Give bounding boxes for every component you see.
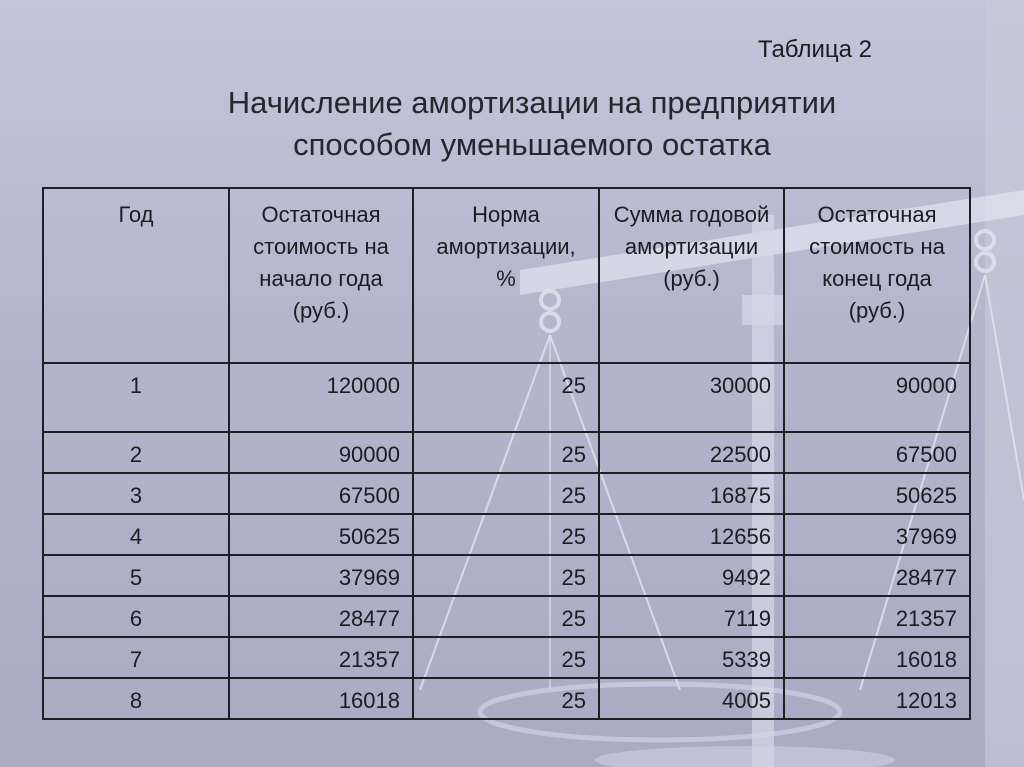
header-annual-amount: Сумма годовой амортизации (руб.): [599, 188, 784, 363]
cell-rate: 25: [413, 678, 599, 719]
title-line-1: Начисление амортизации на предприятии: [227, 85, 837, 120]
cell-annual-amount: 7119: [599, 596, 784, 637]
table-row: [43, 555, 970, 596]
table-header-row: [43, 188, 970, 363]
cell-end-value: 28477: [784, 555, 970, 596]
cell-end-value: 12013: [784, 678, 970, 719]
table-row: [43, 678, 970, 719]
header-year: Год: [43, 188, 229, 363]
cell-end-value: 16018: [784, 637, 970, 678]
cell-year: 2: [43, 432, 229, 473]
cell-year: 8: [43, 678, 229, 719]
cell-year: 7: [43, 637, 229, 678]
table-row: [43, 514, 970, 555]
table-row: [43, 596, 970, 637]
header-end-value: Остаточная стоимость на конец года (руб.): [784, 188, 970, 363]
cell-rate: 25: [413, 555, 599, 596]
cell-end-value: 67500: [784, 432, 970, 473]
cell-end-value: 50625: [784, 473, 970, 514]
cell-annual-amount: 4005: [599, 678, 784, 719]
cell-end-value: 90000: [784, 363, 970, 432]
cell-annual-amount: 16875: [599, 473, 784, 514]
cell-start-value: 67500: [229, 473, 413, 514]
cell-start-value: 90000: [229, 432, 413, 473]
cell-annual-amount: 30000: [599, 363, 784, 432]
table-row: [43, 637, 970, 678]
cell-year: 4: [43, 514, 229, 555]
cell-rate: 25: [413, 432, 599, 473]
cell-year: 5: [43, 555, 229, 596]
cell-end-value: 37969: [784, 514, 970, 555]
cell-start-value: 28477: [229, 596, 413, 637]
cell-start-value: 120000: [229, 363, 413, 432]
cell-start-value: 50625: [229, 514, 413, 555]
cell-annual-amount: 9492: [599, 555, 784, 596]
cell-rate: 25: [413, 596, 599, 637]
cell-start-value: 16018: [229, 678, 413, 719]
cell-rate: 25: [413, 473, 599, 514]
slide-title: [0, 82, 1024, 166]
cell-annual-amount: 12656: [599, 514, 784, 555]
cell-year: 1: [43, 363, 229, 432]
cell-start-value: 21357: [229, 637, 413, 678]
cell-annual-amount: 5339: [599, 637, 784, 678]
header-start-value: Остаточная стоимость на начало года (руб.): [229, 188, 413, 363]
cell-rate: 25: [413, 363, 599, 432]
depreciation-table: [42, 187, 971, 720]
cell-rate: 25: [413, 637, 599, 678]
table-row: [43, 473, 970, 514]
title-line-2: способом уменьшаемого остатка: [293, 127, 771, 162]
cell-end-value: 21357: [784, 596, 970, 637]
table-row: [43, 363, 970, 432]
cell-start-value: 37969: [229, 555, 413, 596]
cell-year: 6: [43, 596, 229, 637]
table-row: [43, 432, 970, 473]
header-rate: Норма амортизации, %: [413, 188, 599, 363]
cell-year: 3: [43, 473, 229, 514]
cell-rate: 25: [413, 514, 599, 555]
cell-annual-amount: 22500: [599, 432, 784, 473]
table-number-label: Таблица 2: [757, 36, 872, 63]
